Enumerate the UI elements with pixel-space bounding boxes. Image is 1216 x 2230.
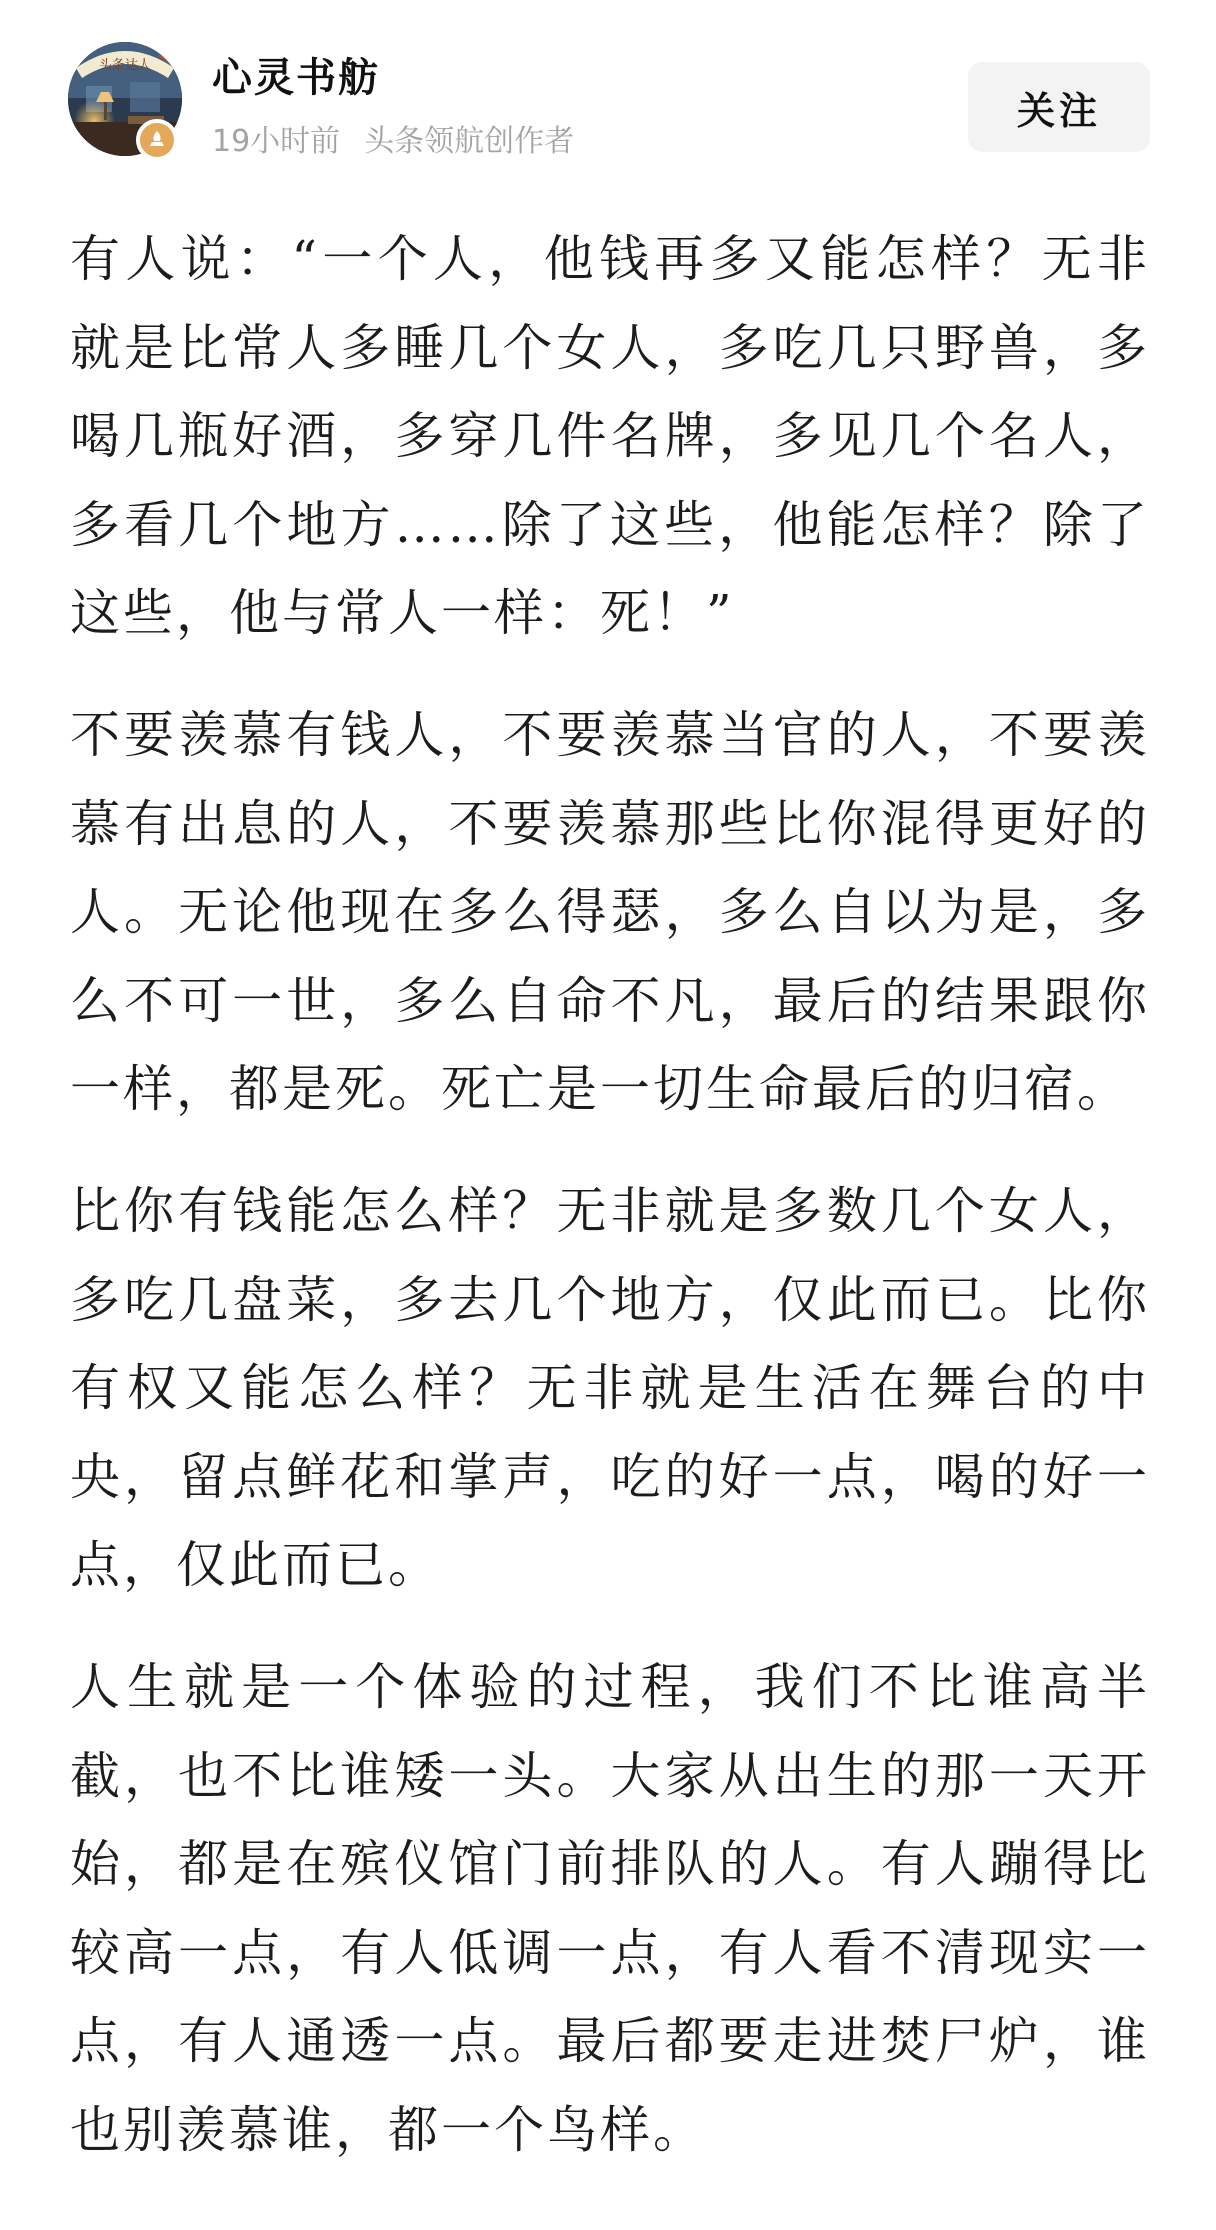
author-role: 头条领航创作者: [364, 124, 575, 159]
post-meta: [212, 122, 574, 162]
article-body: [70, 215, 1150, 2207]
article-header: [0, 0, 1216, 185]
article-paragraph: 不要羡慕有钱人，不要羡慕当官的人，不要羡慕有出息的人，不要羡慕那些比你混得更好的人。无论他现在多么得瑟，多么自以为是，多么不可一世，多么自命不凡，最后的结果跟你一样，都是死。死亡是一切生命最后的归宿。: [70, 705, 1150, 1119]
article-paragraph: 人生就是一个体验的过程，我们不比谁高半截，也不比谁矮一头。大家从出生的那一天开始，都是在殡仪馆门前排队的人。有人蹦得比较高一点，有人低调一点，有人看不清现实一点，有人通透一点。最后都要走进焚尸炉，谁也别羡慕谁，都一个鸟样。: [70, 1657, 1150, 2159]
author-name[interactable]: 心灵书舫: [212, 55, 380, 101]
article-paragraph: 有人说：“一个人，他钱再多又能怎样？无非就是比常人多睡几个女人，多吃几只野兽，多喝几瓶好酒，多穿几件名牌，多见几个名人，多看几个地方……除了这些，他能怎样？除了这些，他与常人一样：死！”: [70, 230, 1150, 643]
post-time: 19小时前: [212, 124, 341, 159]
article-paragraph: 比你有钱能怎么样？无非就是多数几个女人，多吃几盘菜，多去几个地方，仅此而已。比你有权又能怎么样？无非就是生活在舞台的中央，留点鲜花和掌声，吃的好一点，喝的好一点，仅此而已。: [70, 1181, 1150, 1595]
avatar-label: 头条达人: [98, 58, 152, 73]
creator-badge-icon: [140, 123, 174, 157]
follow-button[interactable]: 关注: [968, 62, 1150, 152]
verified-badge: [136, 119, 178, 161]
